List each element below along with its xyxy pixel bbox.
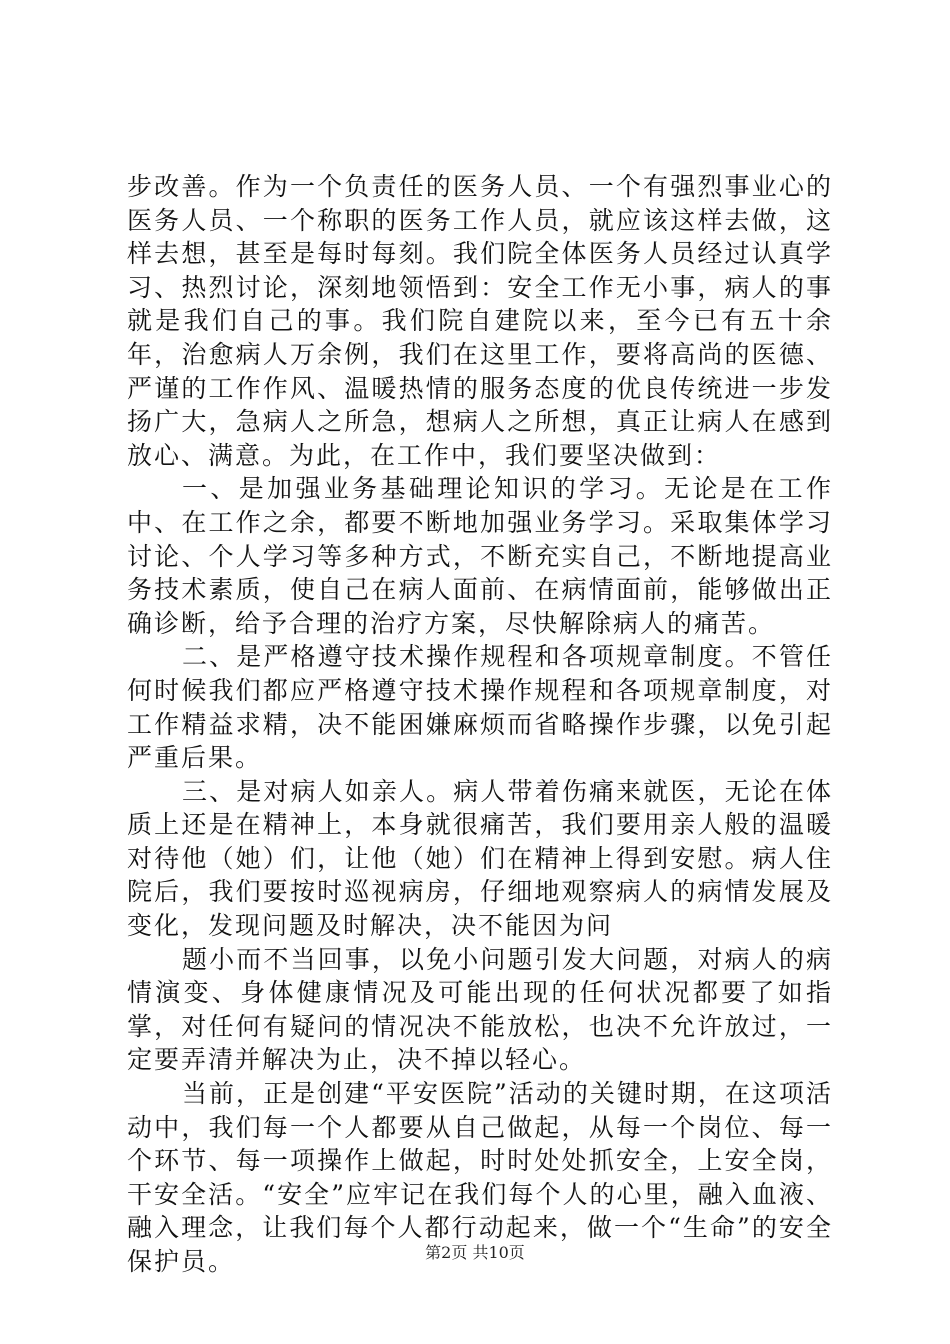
page-number-footer: 第2页 共10页 xyxy=(425,1243,525,1262)
paragraph-point-one: 一、是加强业务基础理论知识的学习。无论是在工作中、在工作之余，都要不断地加强业务学习。采取集体学习讨论、个人学习等多种方式，不断充实自己，不断地提高业务技术素质，使自己在病人面前、在病情面前，能够做出正确诊断，给予合理的治疗方案，尽快解除病人的痛苦。 xyxy=(127,474,833,638)
document-body xyxy=(127,170,833,1279)
paragraph-point-three: 三、是对病人如亲人。病人带着伤痛来就医，无论在体质上还是在精神上，本身就很痛苦，我们要用亲人般的温暖对待他（她）们，让他（她）们在精神上得到安慰。病人住院后，我们要按时巡视病房，仔细地观察病人的病情发展及变化，发现问题及时解决，决不能因为问 xyxy=(127,776,833,941)
paragraph-point-two: 二、是严格遵守技术操作规程和各项规章制度。不管任何时候我们都应严格遵守技术操作规程和各项规章制度，对工作精益求精，决不能困嫌麻烦而省略操作步骤，以免引起严重后果。 xyxy=(127,642,833,773)
paragraph-conclusion: 当前，正是创建“平安医院”活动的关键时期，在这项活动中，我们每一个人都要从自己做起，从每一个岗位、每一个环节、每一项操作上做起，时时处处抓安全，上安全岗，干安全活。“安全”应牢记在我们每个人的心里，融入血液、融入理念，让我们每个人都行动起来，做一个“生命”的安全保护员。 xyxy=(127,1079,833,1276)
paragraph-point-three-continued: 题小而不当回事，以免小问题引发大问题，对病人的病情演变、身体健康情况及可能出现的任何状况都要了如指掌，对任何有疑问的情况决不能放松，也决不允许放过，一定要弄清并解决为止，决不掉以轻心。 xyxy=(127,944,833,1075)
paragraph-continuation: 步改善。作为一个负责任的医务人员、一个有强烈事业心的医务人员、一个称职的医务工作人员，就应该这样去做，这样去想，甚至是每时每刻。我们院全体医务人员经过认真学习、热烈讨论，深刻地领悟到：安全工作无小事，病人的事就是我们自己的事。我们院自建院以来，至今已有五十余年，治愈病人万余例，我们在这里工作，要将高尚的医德、严谨的工作作风、温暖热情的服务态度的优良传统进一步发扬广大，急病人之所急，想病人之所想，真正让病人在感到放心、满意。为此，在工作中，我们要坚决做到： xyxy=(127,172,833,470)
